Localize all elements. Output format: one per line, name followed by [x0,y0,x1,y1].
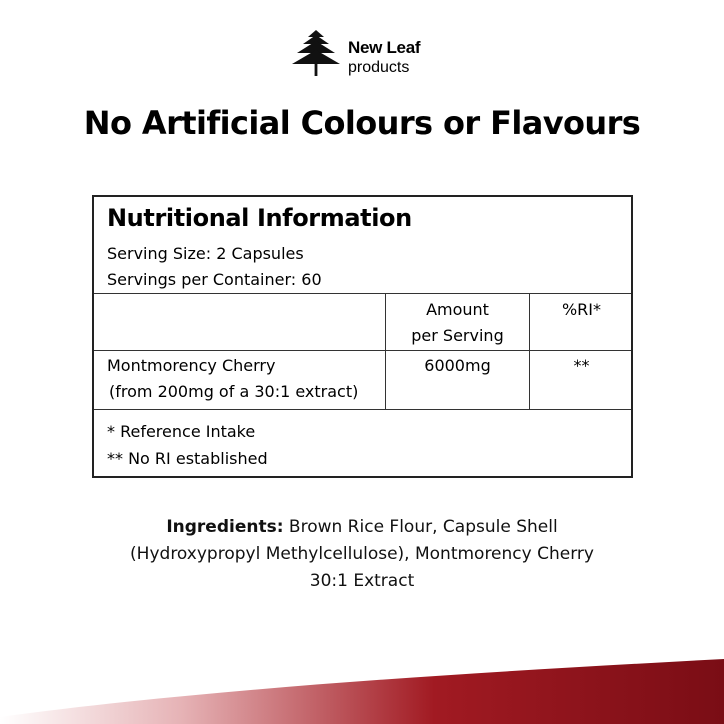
table-divider [94,409,631,410]
ingredient-detail: (from 200mg of a 30:1 extract) [109,382,359,401]
ingredients-text [80,514,644,595]
footnote-no-ri: ** No RI established [107,449,268,468]
ingredients-line1: Brown Rice Flour, Capsule Shell [288,517,558,537]
brand-subtitle: products [348,59,410,76]
ingredients-label: Ingredients: [166,517,284,537]
leaf-tree-icon [291,28,341,78]
table-divider [94,350,631,351]
brand-name: New Leaf [348,38,421,57]
footnote-reference-intake: * Reference Intake [107,422,256,441]
page-headline: No Artificial Colours or Flavours [83,104,641,142]
servings-per-container: Servings per Container: 60 [107,270,322,289]
ingredient-ri: ** [573,356,590,375]
ingredient-amount: 6000mg [424,356,491,375]
amount-header-line2: per Serving [411,326,504,345]
decorative-swoosh [0,629,724,724]
nutrition-title: Nutritional Information [107,204,412,232]
ingredient-name: Montmorency Cherry [107,356,276,375]
amount-header-line1: Amount [426,300,489,319]
brand-logo [291,28,451,80]
ingredients-line3: 30:1 Extract [309,571,415,591]
serving-size: Serving Size: 2 Capsules [107,244,304,263]
ri-header: %RI* [561,300,602,319]
ingredients-line2: (Hydroxypropyl Methylcellulose), Montmorency Cherry [130,544,594,564]
nutrition-table [92,195,633,478]
table-divider [94,293,631,294]
